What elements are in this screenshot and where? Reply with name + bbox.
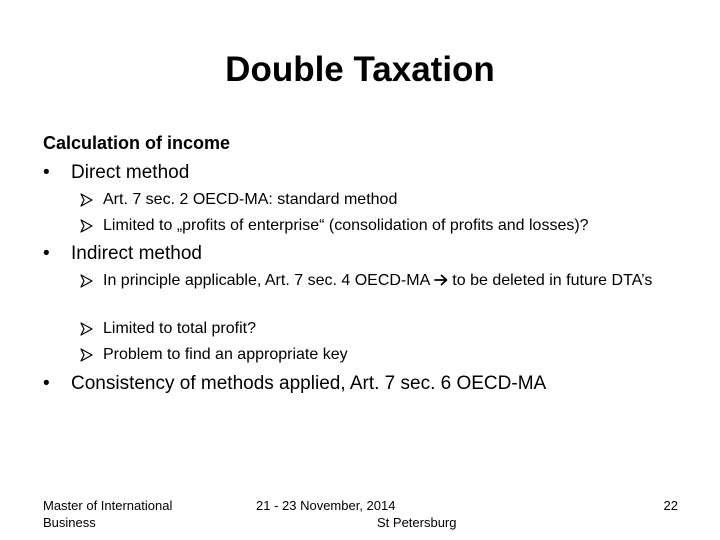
arrow-bullet-icon [80, 193, 93, 207]
footer-left [43, 497, 172, 531]
bullet-dot: • [43, 162, 50, 183]
subbullet-text: Art. 7 sec. 2 OECD-MA: standard method [103, 191, 398, 208]
page-title: Double Taxation [225, 50, 495, 89]
arrow-bullet-icon [80, 322, 93, 336]
arrow-bullet-icon [80, 274, 93, 288]
bullet-dot: • [43, 243, 50, 264]
subbullet-text: Limited to total profit? [103, 320, 256, 337]
subbullet-text: Problem to find an appropriate key [103, 346, 348, 363]
bullet-text: Indirect method [71, 243, 202, 264]
arrow-bullet-icon [80, 348, 93, 362]
right-arrow-icon [434, 274, 448, 286]
page-number: 22 [663, 498, 678, 513]
bullet-text: Consistency of methods applied, Art. 7 sec. 6 OECD-MA [71, 373, 547, 394]
subbullet-text: Limited to „profits of enterprise“ (consolidation of profits and losses)? [103, 217, 589, 234]
footer-left-line2: Business [43, 515, 96, 530]
text-after-arrow: to be deleted in future DTA’s [452, 272, 653, 289]
subbullet-text [103, 270, 680, 291]
section-subheading: Calculation of income [43, 133, 231, 153]
bullet-text: Direct method [71, 162, 190, 183]
text-before-arrow: In principle applicable, Art. 7 sec. 4 OECD-MA [103, 272, 430, 289]
footer-left-line1: Master of International [43, 498, 173, 513]
bullet-dot: • [43, 373, 50, 394]
footer-center-location: St Petersburg [377, 515, 457, 530]
arrow-bullet-icon [80, 219, 93, 233]
footer-center-date: 21 - 23 November, 2014 [256, 498, 396, 513]
